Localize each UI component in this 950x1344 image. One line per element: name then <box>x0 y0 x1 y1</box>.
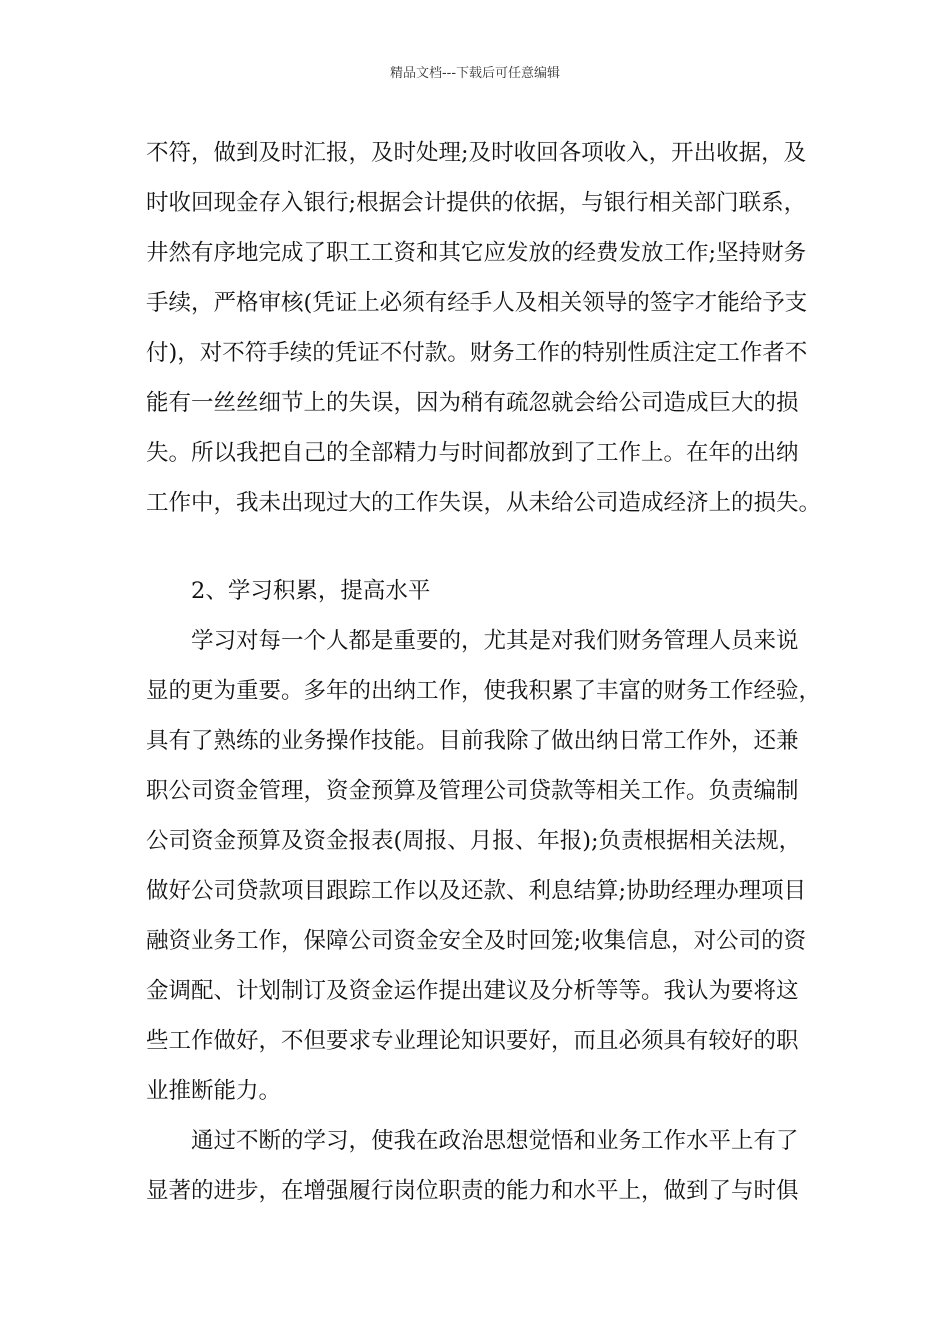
text-line: 显著的进步，在增强履行岗位职责的能力和水平上，做到了与时俱 <box>146 1178 799 1204</box>
paragraph-3 <box>146 1116 836 1216</box>
text-line: 时收回现金存入银行;根据会计提供的依据，与银行相关部门联系， <box>146 190 807 216</box>
text-line: 做好公司贷款项目跟踪工作以及还款、利息结算;协助经理办理项目 <box>146 878 807 904</box>
text-line: 付)，对不符手续的凭证不付款。财务工作的特别性质注定工作者不 <box>146 340 808 366</box>
text-line: 业推断能力。 <box>146 1078 282 1104</box>
text-line: 公司资金预算及资金报表(周报、月报、年报);负责根据相关法规， <box>146 828 802 854</box>
text-line: 失。所以我把自己的全部精力与时间都放到了工作上。在年的出纳 <box>146 440 799 466</box>
text-line: 具有了熟练的业务操作技能。目前我除了做出纳日常工作外，还兼 <box>146 728 799 754</box>
text-line: 不符，做到及时汇报，及时处理;及时收回各项收入，开出收据，及 <box>146 140 807 166</box>
text-line: 能有一丝丝细节上的失误，因为稍有疏忽就会给公司造成巨大的损 <box>146 390 799 416</box>
text-line: 工作中，我未出现过大的工作失误，从未给公司造成经济上的损失。 <box>146 490 822 516</box>
page-header: 精品文档---下载后可任意编辑 <box>389 66 561 81</box>
text-line: 职公司资金管理，资金预算及管理公司贷款等相关工作。负责编制 <box>146 778 799 804</box>
document-body <box>146 128 836 1216</box>
text-line: 融资业务工作，保障公司资金安全及时回笼;收集信息，对公司的资 <box>146 928 807 954</box>
text-line: 学习对每一个人都是重要的，尤其是对我们财务管理人员来说 <box>191 628 799 654</box>
section-heading: 2、学习积累，提高水平 <box>191 578 431 604</box>
text-line: 手续，严格审核(凭证上必须有经手人及相关领导的签字才能给予支 <box>146 290 808 316</box>
text-line: 显的更为重要。多年的出纳工作，使我积累了丰富的财务工作经验， <box>146 678 822 704</box>
paragraph-1 <box>146 128 836 528</box>
text-line: 些工作做好，不但要求专业理论知识要好，而且必须具有较好的职 <box>146 1028 799 1054</box>
paragraph-2 <box>146 616 836 1116</box>
text-line: 通过不断的学习，使我在政治思想觉悟和业务工作水平上有了 <box>191 1128 799 1154</box>
text-line: 井然有序地完成了职工工资和其它应发放的经费发放工作;坚持财务 <box>146 240 807 266</box>
paragraph-spacer <box>146 528 836 566</box>
text-line: 金调配、计划制订及资金运作提出建议及分析等等。我认为要将这 <box>146 978 799 1004</box>
